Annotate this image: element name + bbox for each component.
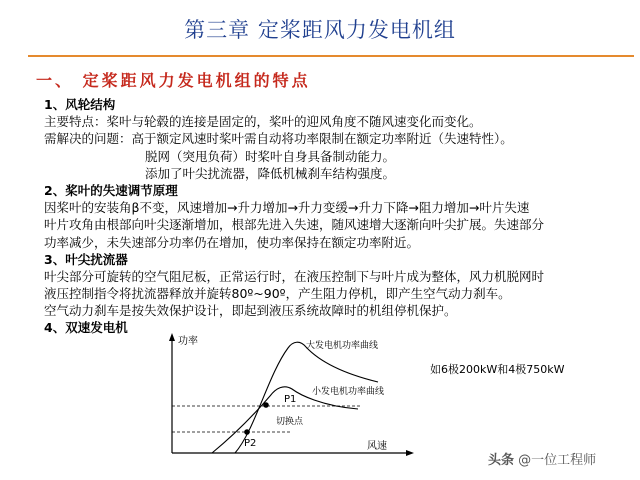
paragraph-line: 空气动力刹车是按失效保护设计，即起到液压系统故障时的机组停机保护。 <box>44 303 457 319</box>
switch-point-p2 <box>244 429 250 435</box>
power-curve-diagram <box>160 330 420 460</box>
y-axis-label: 功率 <box>178 336 198 347</box>
heading-tip-spoiler: 3、叶尖扰流器 <box>44 251 128 267</box>
y-axis-arrow <box>169 333 175 341</box>
paragraph-line: 因桨叶的安装角β不变，风速增加→升力增加→升力变缓→升力下降→阻力增加→叶片失速 <box>44 200 530 216</box>
paragraph-line: 脱网（突甩负荷）时桨叶自身具备制动能力。 <box>145 148 396 164</box>
switch-point-label: 切换点 <box>276 417 304 427</box>
paragraph-line: 需解决的问题：高于额定风速时桨叶需自动将功率限制在额定功率附近（失速特性）。 <box>44 131 513 147</box>
title-divider <box>28 55 634 57</box>
heading-dual-speed-generator: 4、双速发电机 <box>44 320 128 336</box>
paragraph-line: 添加了叶尖扰流器，降低机械刹车结构强度。 <box>145 165 396 181</box>
heading-rotor-structure: 1、风轮结构 <box>44 97 116 112</box>
heading-stall-principle: 2、桨叶的失速调节原理 <box>44 182 178 198</box>
x-axis-label: 风速 <box>367 441 387 452</box>
p2-label: P2 <box>244 438 257 449</box>
watermark-handle: @一位工程师 <box>518 453 597 468</box>
big-curve-label: 大发电机功率曲线 <box>306 341 379 351</box>
document-body <box>44 96 624 337</box>
paragraph-line: 叶片攻角由根部向叶尖逐渐增加，根部先进入失速，随风速增大逐渐向叶尖扩展。失速部分 <box>44 217 545 233</box>
watermark-prefix: 头条 <box>488 453 515 468</box>
small-curve-label: 小发电机功率曲线 <box>312 387 385 397</box>
paragraph-line: 液压控制指令将扰流器释放并旋转80º~90º，产生阻力停机，即产生空气动力刹车。 <box>44 286 511 302</box>
p1-label: P1 <box>284 394 297 405</box>
generator-spec-note: 如6极200kW和4极750kW <box>430 363 565 376</box>
page-title: 第三章 定桨距风力发电机组 <box>184 18 456 42</box>
watermark <box>488 449 596 468</box>
switch-point-p1 <box>263 402 269 408</box>
x-axis-arrow <box>406 450 414 456</box>
paragraph-line: 主要特点：桨叶与轮毂的连接是固定的，桨叶的迎风角度不随风速变化而变化。 <box>44 114 482 130</box>
section-heading: 一、 定桨距风力发电机组的特点 <box>36 71 311 90</box>
paragraph-line: 功率减少，未失速部分功率仍在增加，使功率保持在额定功率附近。 <box>44 234 420 250</box>
paragraph-line: 叶尖部分可旋转的空气阻尼板，正常运行时，在液压控制下与叶片成为整体，风力机脱网时 <box>44 268 545 284</box>
